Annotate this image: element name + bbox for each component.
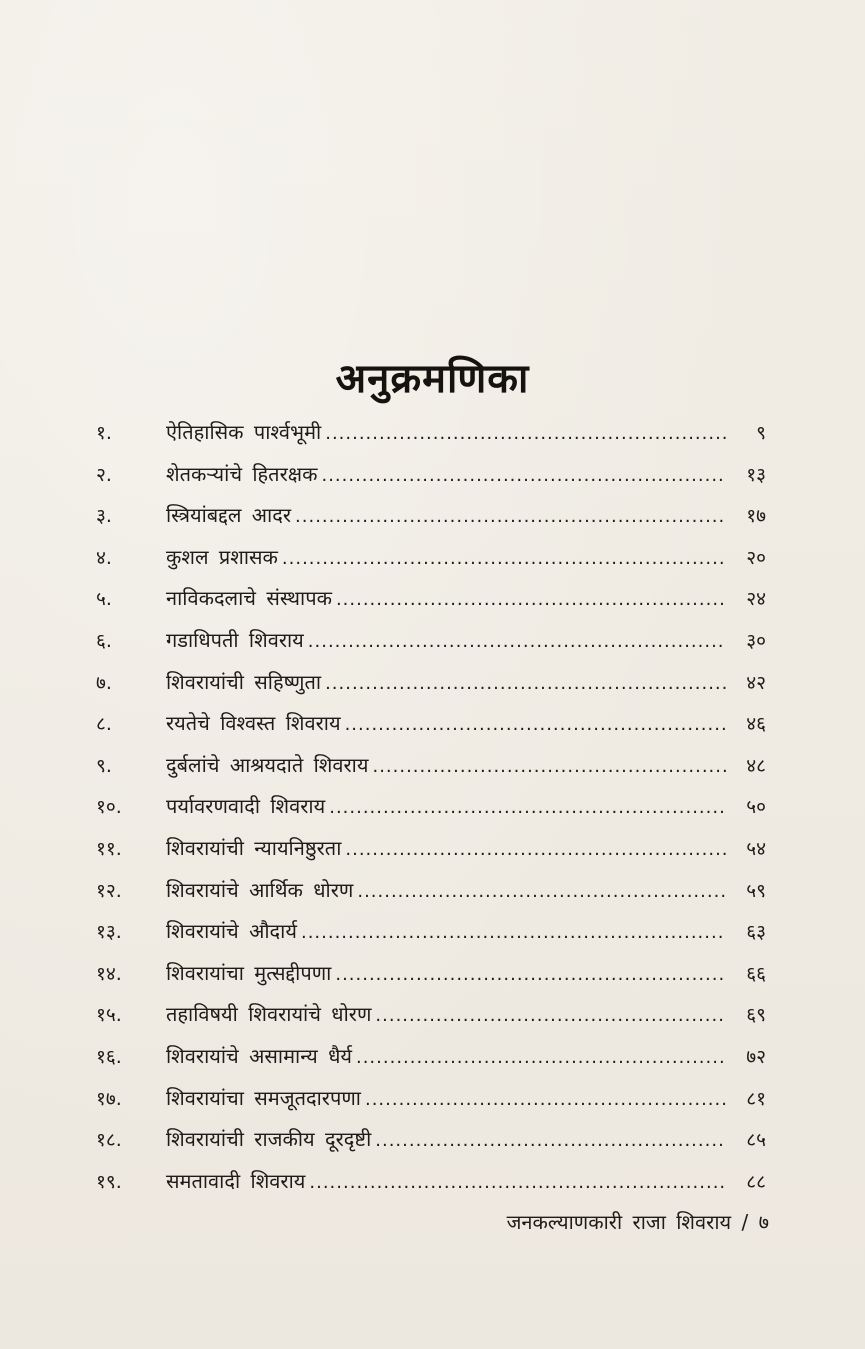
toc-entry-page: ५९ [746, 879, 766, 902]
toc-entry-number: १८. [96, 1129, 122, 1152]
dot-leader [345, 704, 726, 746]
toc-entry-page: ७२ [746, 1045, 766, 1068]
dot-leader [308, 621, 726, 663]
toc-entry-number: १९. [96, 1170, 122, 1193]
footer-separator: / [741, 1210, 749, 1234]
toc-entry-number: ९. [96, 754, 112, 777]
toc-entry-page: ५० [746, 796, 766, 819]
toc-entry-title: शिवरायांचे आर्थिक धोरण [166, 877, 354, 902]
toc-entry-number: १६. [96, 1045, 122, 1068]
toc-entry [96, 412, 766, 454]
toc-entry-title: शिवरायांचे औदार्य [166, 919, 297, 944]
toc-entry-page: ९ [756, 422, 766, 444]
toc-entry-page: ३० [746, 629, 766, 652]
toc-entry [96, 703, 766, 745]
toc-entry-number: २. [96, 463, 112, 486]
toc-entry-title: शिवरायांचा मुत्सद्दीपणा [166, 960, 332, 985]
dot-leader [325, 663, 726, 705]
toc-entry-page: ५४ [746, 837, 766, 860]
dot-leader [336, 579, 726, 621]
toc-entry-title: रयतेचे विश्वस्त शिवराय [166, 711, 341, 736]
toc-entry-page: २० [746, 546, 766, 569]
dot-leader [372, 746, 726, 788]
toc-entry [96, 578, 766, 620]
toc-entry-number: १. [96, 422, 112, 444]
toc-entry [96, 1119, 766, 1161]
dot-leader [325, 413, 726, 455]
toc-entry-title: शिवरायांची राजकीय दूरदृष्टी [166, 1127, 372, 1152]
toc-entry-title: शिवरायांची न्यायनिष्ठुरता [166, 835, 342, 860]
toc-entry-page: ४६ [746, 713, 766, 736]
toc-entry-number: ६. [96, 629, 112, 652]
toc-entry-title: दुर्बलांचे आश्रयदाते शिवराय [166, 752, 369, 777]
toc-entry-title: समतावादी शिवराय [166, 1168, 306, 1193]
toc-entry [96, 537, 766, 579]
toc-entry-number: ८. [96, 713, 112, 736]
toc-entry-title: शिवरायांचा समजूतदारपणा [166, 1085, 361, 1110]
page-title: अनुक्रमणिका [335, 355, 530, 402]
dot-leader [329, 787, 726, 829]
toc-entry [96, 454, 766, 496]
toc-entry-page: १३ [746, 463, 766, 486]
toc-entry [96, 1036, 766, 1078]
dot-leader [356, 1037, 726, 1079]
dot-leader [365, 1079, 726, 1121]
toc-entry-number: ५. [96, 588, 112, 611]
toc-entry-page: १७ [746, 505, 766, 528]
toc-entry [96, 911, 766, 953]
toc-entry [96, 786, 766, 828]
toc-entry-page: ६३ [746, 921, 766, 944]
toc-entry-title: तहाविषयी शिवरायांचे धोरण [166, 1002, 372, 1027]
dot-leader [335, 954, 726, 996]
toc-entry-page: ६९ [746, 1004, 766, 1027]
toc-entry-title: गडाधिपती शिवराय [166, 627, 304, 652]
toc-entry [96, 828, 766, 870]
dot-leader [375, 995, 726, 1037]
dot-leader [282, 538, 726, 580]
toc-entry-number: १४. [96, 962, 122, 985]
footer-page-number: ७ [758, 1210, 769, 1234]
toc-entry [96, 953, 766, 995]
toc-entry-number: ११. [96, 837, 122, 860]
toc-entry-title: नाविकदलाचे संस्थापक [166, 586, 332, 611]
toc-entry-title: पर्यावरणवादी शिवराय [166, 794, 326, 819]
toc-entry-title: कुशल प्रशासक [166, 544, 278, 569]
toc-entry-title: ऐतिहासिक पार्श्वभूमी [166, 420, 322, 444]
toc-entry [96, 994, 766, 1036]
toc-entry-number: १५. [96, 1004, 122, 1027]
toc-entry-number: १२. [96, 879, 122, 902]
toc-entry-page: ८५ [746, 1129, 766, 1152]
toc-entry-page: ६६ [746, 962, 766, 985]
toc-entry-number: १७. [96, 1087, 122, 1110]
toc-entry-number: १३. [96, 921, 122, 944]
toc-entry [96, 662, 766, 704]
toc-entry-number: ३. [96, 505, 112, 528]
toc-entry-title: शेतकऱ्यांचे हितरक्षक [166, 461, 318, 486]
dot-leader [295, 496, 726, 538]
dot-leader [375, 1120, 726, 1162]
footer-book-title: जनकल्याणकारी राजा शिवराय [506, 1210, 732, 1234]
toc-entry [96, 745, 766, 787]
toc-entry-page: ८१ [746, 1087, 766, 1110]
toc-entry-number: ७. [96, 671, 112, 694]
toc-entry-page: ८८ [746, 1170, 766, 1193]
toc-entry-number: १०. [96, 796, 122, 819]
table-of-contents [96, 412, 766, 1202]
toc-entry [96, 1078, 766, 1120]
toc-entry-page: ४८ [746, 754, 766, 777]
dot-leader [345, 829, 726, 871]
toc-entry-number: ४. [96, 546, 112, 569]
dot-leader [357, 871, 726, 913]
toc-entry-title: शिवरायांची सहिष्णुता [166, 669, 322, 694]
dot-leader [309, 1162, 726, 1204]
toc-entry-title: शिवरायांचे असामान्य धैर्य [166, 1043, 352, 1068]
toc-entry-title: स्त्रियांबद्दल आदर [166, 503, 292, 528]
toc-entry [96, 870, 766, 912]
dot-leader [321, 455, 726, 497]
toc-entry [96, 620, 766, 662]
toc-entry [96, 1161, 766, 1203]
toc-entry-page: २४ [746, 588, 766, 611]
page-footer [507, 1208, 769, 1235]
toc-entry [96, 495, 766, 537]
dot-leader [301, 912, 726, 954]
toc-entry-page: ४२ [746, 671, 766, 694]
